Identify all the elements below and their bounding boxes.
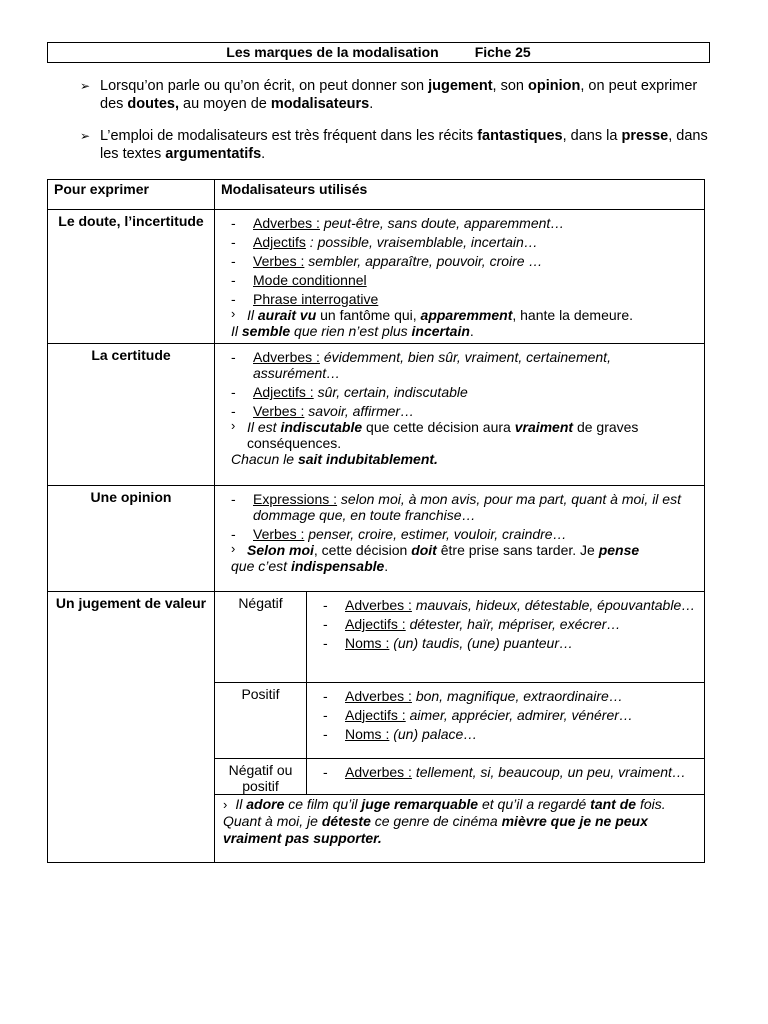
header-modalisateurs: Modalisateurs utilisés	[215, 180, 705, 210]
page-title	[47, 42, 710, 63]
list-item: - Noms : (un) palace…	[323, 725, 478, 742]
list-item: - Adjectifs : possible, vraisemblable, incertain…	[231, 234, 538, 250]
subrow-negatif	[215, 592, 704, 682]
row-certitude	[48, 344, 705, 486]
list-item: - Mode conditionnel	[231, 272, 367, 288]
row-doute	[48, 210, 705, 344]
list-item: - Phrase interrogative	[231, 291, 379, 307]
table-header-row	[48, 180, 705, 210]
list-item: - Verbes : penser, croire, estimer, vouloir, craindre…	[231, 526, 567, 542]
example-sentence: › Il adore ce film qu’il juge remarquable et qu’il a regardé tant de fois. Quant à moi, je déteste ce genre de cinéma mièvre que je ne peux vraiment pas supporter.	[223, 795, 666, 846]
list-item: - Adjectifs : détester, haïr, mépriser, exécrer…	[323, 616, 621, 632]
subrow-mixte	[215, 758, 704, 794]
example-sentence: › Il est indiscutable que cette décision aura vraiment de graves conséquences.	[231, 418, 639, 451]
list-item: - Adverbes : peut-être, sans doute, apparemment…	[231, 215, 565, 231]
intro-paragraph-1: ➢ Lorsqu’on parle ou qu’on écrit, on peut donner son jugement, son opinion, on peut exprimer des doutes, au moyen de modalisateurs.	[80, 78, 698, 112]
example-sentence: que c’est indispensable.	[231, 558, 389, 574]
label-certitude: La certitude	[48, 344, 215, 486]
list-item: - Adverbes : tellement, si, beaucoup, un peu, vraiment…	[323, 763, 686, 780]
example-sentence: Chacun le sait indubitablement.	[231, 451, 438, 467]
list-item: - Adverbes : bon, magnifique, extraordinaire…	[323, 687, 623, 704]
jugement-subtable	[215, 592, 704, 862]
list-item: - Noms : (un) taudis, (une) puanteur…	[323, 635, 573, 651]
label-doute: Le doute, l’incertitude	[48, 210, 215, 344]
example-sentence: › Il aurait vu un fantôme qui, apparemment, hante la demeure.	[231, 306, 633, 323]
list-item: - Adverbes : mauvais, hideux, détestable, épouvantable…	[323, 597, 696, 613]
list-item: - Adjectifs : sûr, certain, indiscutable	[231, 384, 468, 400]
intro-paragraph-2: ➢ L’emploi de modalisateurs est très fréquent dans les récits fantastiques, dans la presse, dans les textes argumentatifs.	[80, 128, 708, 162]
label-positif: Positif	[215, 682, 307, 758]
label-negatif: Négatif	[215, 592, 307, 682]
arrow-bullet-icon: ➢	[80, 79, 91, 93]
subrow-exemple	[215, 794, 704, 862]
modalisation-table	[47, 179, 705, 863]
label-opinion: Une opinion	[48, 486, 215, 592]
example-sentence: Il semble que rien n’est plus incertain.	[231, 323, 474, 339]
label-negatif-ou-positif: Négatif ou positif	[215, 758, 307, 794]
title-text: Les marques de la modalisation	[226, 44, 439, 60]
list-item: - Verbes : sembler, apparaître, pouvoir, croire …	[231, 253, 543, 269]
list-item: - Adjectifs : aimer, apprécier, admirer, vénérer…	[323, 706, 633, 723]
list-item: - Verbes : savoir, affirmer…	[231, 403, 415, 419]
fiche-number: Fiche 25	[474, 44, 531, 60]
row-jugement	[48, 592, 705, 863]
header-pour-exprimer: Pour exprimer	[48, 180, 215, 210]
label-jugement: Un jugement de valeur	[48, 592, 215, 863]
example-sentence: › Selon moi, cette décision doit être prise sans tarder. Je pense	[231, 541, 640, 558]
row-opinion	[48, 486, 705, 592]
arrow-bullet-icon: ➢	[80, 129, 91, 143]
list-item: - Expressions : selon moi, à mon avis, pour ma part, quant à moi, il est dommage que, en toute franchise…	[231, 491, 681, 523]
subrow-positif	[215, 682, 704, 758]
list-item: - Adverbes : évidemment, bien sûr, vraiment, certainement, assurément…	[231, 349, 611, 381]
